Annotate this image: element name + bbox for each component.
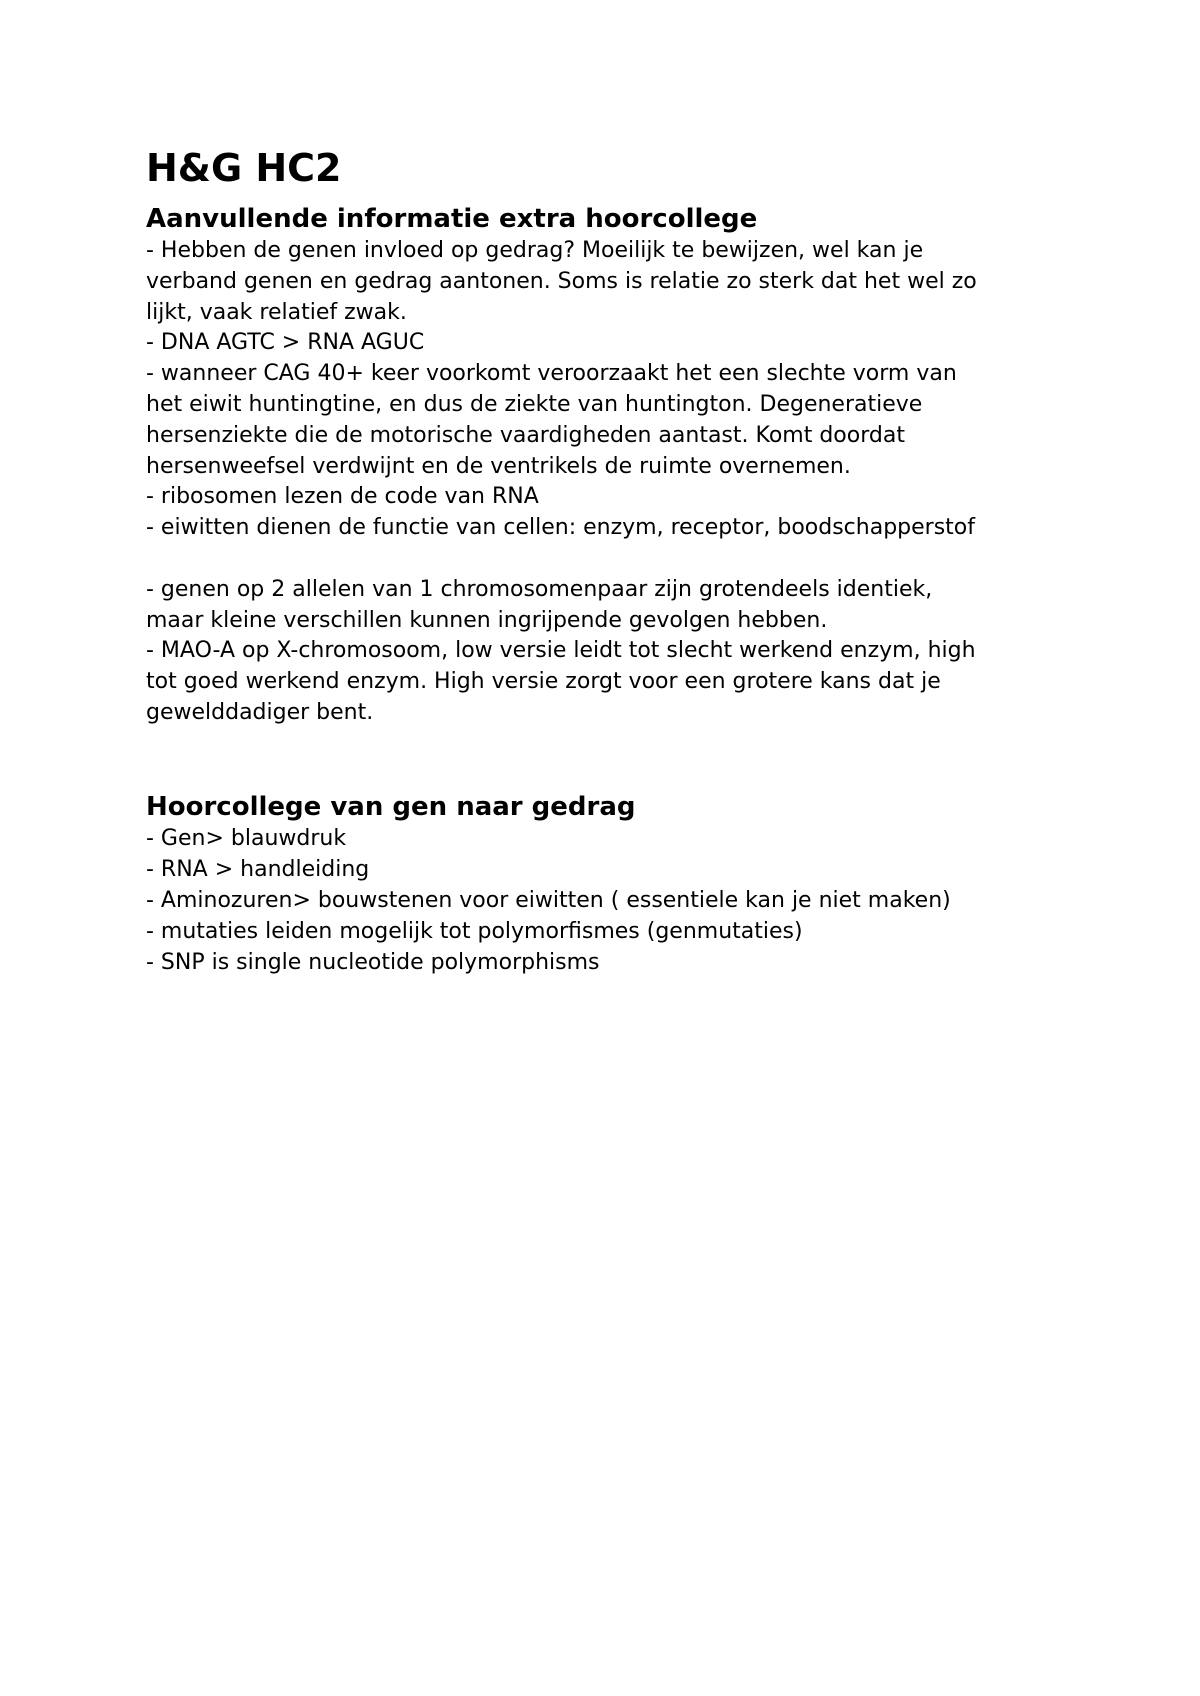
section-aanvullende-informatie xyxy=(146,202,1086,729)
text-line: - Hebben de genen invloed op gedrag? Moeilijk te bewijzen, wel kan je xyxy=(146,238,924,263)
text-line: - eiwitten dienen de functie van cellen: enzym, receptor, boodschapperstof xyxy=(146,515,976,541)
text-line: hersenziekte die de motorische vaardigheden aantast. Komt doordat xyxy=(146,422,905,448)
text-line: lijkt, vaak relatief zwak. xyxy=(146,299,407,325)
text-line: - SNP is single nucleotide polymorphisms xyxy=(146,949,600,975)
text-line: - MAO-A op X-chromosoom, low versie leidt tot slecht werkend enzym, high xyxy=(146,638,976,664)
text-line: verband genen en gedrag aantonen. Soms is relatie zo sterk dat het wel zo xyxy=(146,268,977,294)
text-line: het eiwit huntingtine, en dus de ziekte van huntington. Degeneratieve xyxy=(146,391,923,417)
text-line: - genen op 2 allelen van 1 chromosomenpaar zijn grotendeels identiek, xyxy=(146,576,933,602)
text-line: hersenweefsel verdwijnt en de ventrikels de ruimte overnemen. xyxy=(146,453,851,479)
section-hoorcollege-gen-naar-gedrag xyxy=(146,790,1086,978)
document-title: H&G HC2 xyxy=(146,146,342,190)
text-line: gewelddadiger bent. xyxy=(146,699,374,725)
text-line: - RNA > handleiding xyxy=(146,857,370,883)
text-line: - DNA AGTC > RNA AGUC xyxy=(146,330,425,356)
section-spacer xyxy=(146,729,1086,791)
blank-line xyxy=(146,544,1086,575)
text-line: tot goed werkend enzym. High versie zorgt voor een grotere kans dat je xyxy=(146,669,941,695)
text-line: - mutaties leiden mogelijk tot polymorfismes (genmutaties) xyxy=(146,918,803,944)
section-heading: Hoorcollege van gen naar gedrag xyxy=(146,792,636,823)
text-line: - Gen> blauwdruk xyxy=(146,826,347,852)
text-line: - wanneer CAG 40+ keer voorkomt veroorzaakt het een slechte vorm van xyxy=(146,361,957,387)
section-heading: Aanvullende informatie extra hoorcollege xyxy=(146,204,758,234)
document-page xyxy=(146,140,1086,978)
text-line: - ribosomen lezen de code van RNA xyxy=(146,484,539,510)
text-line: - Aminozuren> bouwstenen voor eiwitten ( essentiele kan je niet maken) xyxy=(146,887,951,913)
text-line: maar kleine verschillen kunnen ingrijpende gevolgen hebben. xyxy=(146,607,828,633)
